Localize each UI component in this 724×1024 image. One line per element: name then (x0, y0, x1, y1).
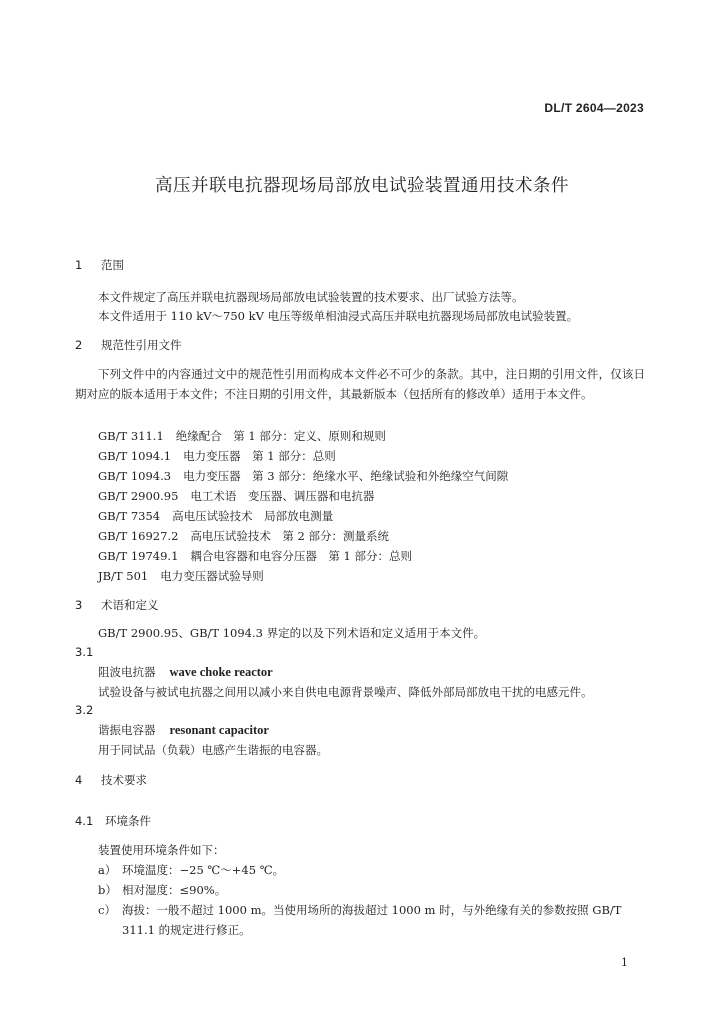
term-english: wave choke reactor (169, 665, 273, 679)
term-english: resonant capacitor (169, 723, 269, 737)
reference-title: 高电压试验技术 局部放电测量 (172, 509, 334, 523)
reference-code: GB/T 16927.2 (98, 529, 179, 543)
list-item-continuation: 311.1 的规定进行修正。 (122, 923, 251, 937)
reference-title: 电工术语 变压器、调压器和电抗器 (190, 489, 375, 503)
list-label: a） (98, 863, 117, 877)
list-item (98, 882, 226, 898)
term-definition: 用于同试品（负载）电感产生谐振的电容器。 (98, 743, 328, 757)
term-chinese: 阻波电抗器 (98, 665, 156, 679)
paragraph: 下列文件中的内容通过文中的规范性引用而构成本文件必不可少的条款。其中，注日期的引用文件，仅该日期对应的版本适用于本文件；不注日期的引用文件，其最新版本（包括所有的修改单）适用于本文件。 (75, 367, 645, 401)
section-number: 1 (75, 258, 83, 272)
section-4-heading (75, 772, 147, 788)
section-number: 4 (75, 773, 83, 787)
term-heading (98, 722, 269, 738)
term-chinese: 谐振电容器 (98, 723, 156, 737)
term-definition: 试验设备与被试电抗器之间用以减小来自供电电源背景噪声、降低外部局部放电干扰的电感元件。 (98, 685, 593, 699)
reference-title: 电力变压器试验导则 (160, 569, 264, 583)
list-text: 环境温度：−25 ℃～+45 ℃。 (122, 863, 285, 877)
reference-code: GB/T 19749.1 (98, 549, 179, 563)
list-label: b） (98, 883, 117, 897)
reference-item (98, 548, 412, 564)
list-item (98, 902, 621, 918)
reference-item (98, 448, 336, 464)
paragraph: GB/T 2900.95、GB/T 1094.3 界定的以及下列术语和定义适用于本文件。 (98, 626, 486, 640)
reference-title: 电力变压器 第 3 部分：绝缘水平、绝缘试验和外绝缘空气间隙 (183, 469, 509, 483)
reference-code: JB/T 501 (98, 569, 149, 583)
reference-item (98, 508, 333, 524)
section-2-heading (75, 337, 182, 353)
reference-code: GB/T 2900.95 (98, 489, 179, 503)
section-title: 环境条件 (105, 814, 151, 828)
reference-title: 电力变压器 第 1 部分：总则 (183, 449, 336, 463)
list-text: 相对湿度：≤90%。 (122, 883, 227, 897)
paragraph: 本文件规定了高压并联电抗器现场局部放电试验装置的技术要求、出厂试验方法等。 (98, 290, 524, 304)
section-number: 4.1 (75, 814, 94, 828)
term-number: 3.1 (75, 645, 94, 659)
section-1-heading (75, 257, 124, 273)
reference-code: GB/T 7354 (98, 509, 161, 523)
term-number: 3.2 (75, 703, 94, 717)
reference-code: GB/T 1094.3 (98, 469, 172, 483)
section-title: 范围 (101, 258, 124, 272)
reference-item (98, 568, 264, 584)
subsection-4-1-heading (75, 813, 151, 829)
reference-title: 绝缘配合 第 1 部分：定义、原则和规则 (175, 429, 386, 443)
list-text: 海拔：一般不超过 1000 m。当使用场所的海拔超过 1000 m 时，与外绝缘有关的参数按照 GB/T (122, 903, 622, 917)
page-number: 1 (621, 956, 628, 969)
reference-title: 高电压试验技术 第 2 部分：测量系统 (190, 529, 390, 543)
term-heading (98, 664, 273, 680)
reference-item (98, 528, 389, 544)
section-number: 3 (75, 598, 83, 612)
reference-code: GB/T 1094.1 (98, 449, 172, 463)
list-item (98, 862, 284, 878)
reference-item (98, 468, 508, 484)
reference-item (98, 428, 386, 444)
reference-title: 耦合电容器和电容分压器 第 1 部分：总则 (190, 549, 413, 563)
section-title: 技术要求 (101, 773, 147, 787)
section-title: 规范性引用文件 (101, 338, 182, 352)
document-code: DL/T 2604—2023 (544, 101, 644, 115)
document-title: 高压并联电抗器现场局部放电试验装置通用技术条件 (155, 176, 569, 196)
reference-item (98, 488, 374, 504)
section-title: 术语和定义 (101, 598, 159, 612)
reference-code: GB/T 311.1 (98, 429, 164, 443)
section-3-heading (75, 597, 159, 613)
paragraph: 本文件适用于 110 kV～750 kV 电压等级单相油浸式高压并联电抗器现场局部放电试验装置。 (98, 309, 579, 323)
paragraph: 装置使用环境条件如下： (98, 843, 225, 857)
section-number: 2 (75, 338, 83, 352)
list-label: c） (98, 903, 116, 917)
